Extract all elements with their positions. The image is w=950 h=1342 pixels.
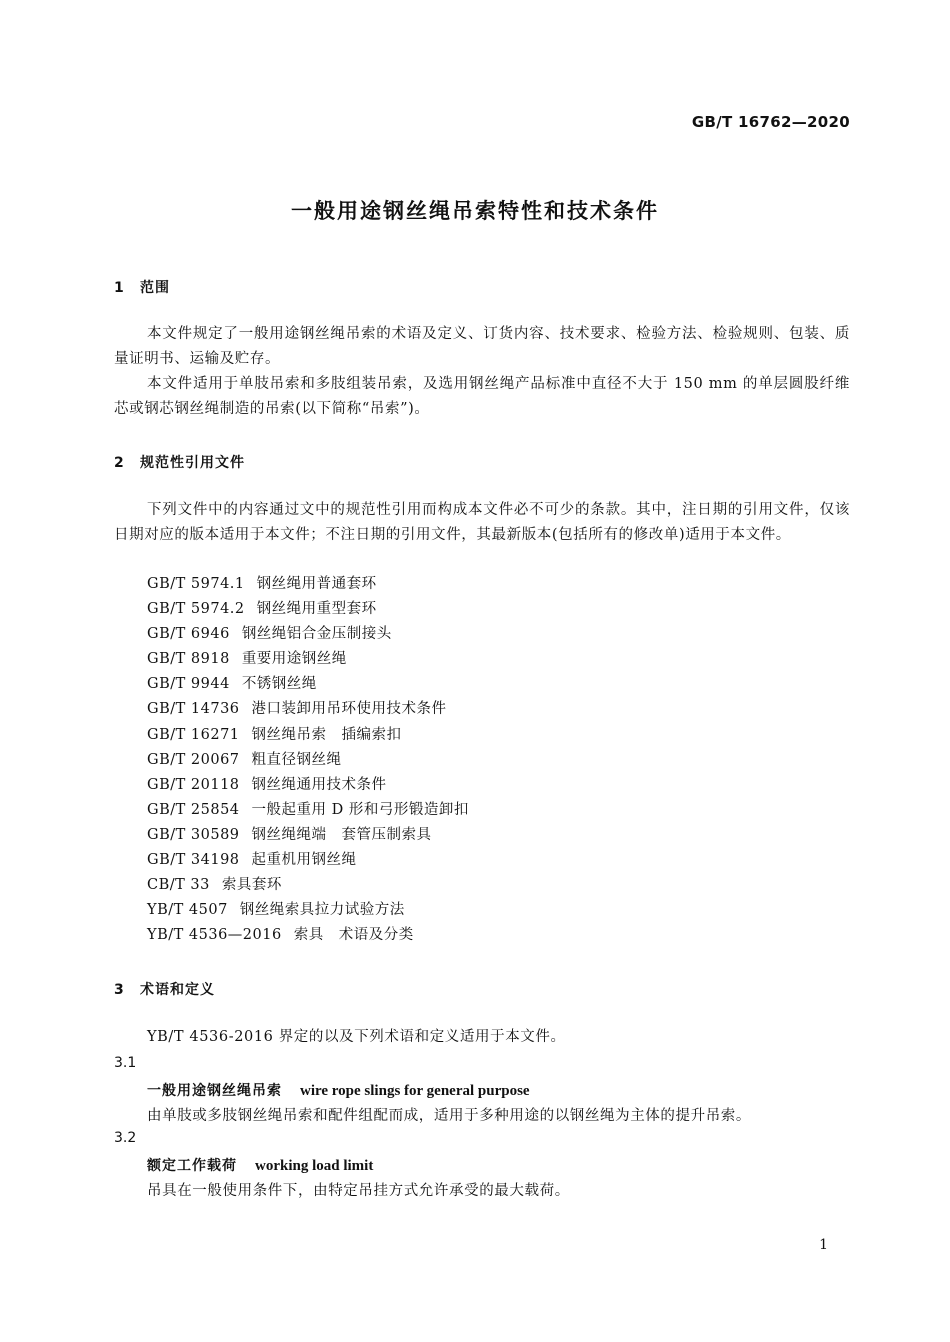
reference-code: GB/T 14736 (147, 701, 240, 718)
reference-code: GB/T 5974.1 (147, 576, 245, 592)
reference-title: 钢丝绳用重型套环 (256, 601, 377, 618)
reference-item (147, 697, 469, 722)
section-1-number: 1 (114, 280, 125, 296)
reference-code: YB/T 4536—2016 (147, 927, 282, 944)
reference-code: GB/T 34198 (147, 852, 240, 869)
reference-title: 钢丝绳绳端 套管压制索具 (251, 826, 432, 843)
reference-code: GB/T 8918 (147, 651, 230, 668)
reference-code: CB/T 33 (147, 877, 210, 894)
section-1-heading (114, 277, 170, 297)
reference-title: 钢丝绳用普通套环 (256, 576, 377, 592)
reference-item (147, 672, 469, 697)
reference-title: 港口装卸用吊环使用技术条件 (251, 701, 447, 718)
term-3-1 (147, 1080, 530, 1100)
reference-code: GB/T 5974.2 (147, 601, 245, 618)
reference-code: GB/T 20118 (147, 776, 240, 793)
reference-code: GB/T 9944 (147, 676, 230, 693)
reference-item (147, 773, 469, 798)
reference-item (147, 647, 469, 672)
reference-code: GB/T 6946 (147, 626, 230, 643)
section-3-number: 3 (114, 982, 125, 998)
section-1-title: 范围 (140, 280, 170, 296)
clause-number-3-1: 3.1 (114, 1055, 137, 1071)
section-3-intro: YB/T 4536-2016 界定的以及下列术语和定义适用于本文件。 (147, 1029, 566, 1045)
term-3-2-definition: 吊具在一般使用条件下，由特定吊挂方式允许承受的最大载荷。 (147, 1183, 570, 1199)
reference-code: GB/T 25854 (147, 801, 240, 818)
section-3-heading (114, 979, 215, 999)
reference-title: 钢丝绳铝合金压制接头 (241, 626, 392, 643)
reference-item (147, 748, 469, 773)
reference-code: GB/T 16271 (147, 726, 240, 743)
reference-item (147, 848, 469, 873)
section-2-intro: 下列文件中的内容通过文中的规范性引用而构成本文件必不可少的条款。其中，注日期的引用文件，仅该日期对应的版本适用于本文件；不注日期的引用文件，其最新版本(包括所有的修改单)适用于本文件。 (114, 502, 850, 543)
reference-title: 索具套环 (221, 877, 282, 894)
section-1-paragraph-2: 本文件适用于单肢吊索和多肢组装吊索，及选用钢丝绳产品标准中直径不大于 150 mm 的单层圆股纤维芯或钢芯钢丝绳制造的吊索(以下简称“吊索”)。 (114, 376, 850, 417)
reference-item (147, 873, 469, 898)
section-2-title: 规范性引用文件 (140, 455, 245, 471)
standard-code: GB/T 16762—2020 (691, 113, 850, 131)
term-chinese: 一般用途钢丝绳吊索 (147, 1083, 282, 1099)
term-3-1-definition: 由单肢或多肢钢丝绳吊索和配件组配而成，适用于多种用途的以钢丝绳为主体的提升吊索。 (147, 1108, 751, 1124)
document-title: 一般用途钢丝绳吊索特性和技术条件 (291, 199, 659, 223)
reference-title: 不锈钢丝绳 (241, 676, 317, 693)
reference-title: 钢丝绳通用技术条件 (251, 776, 387, 793)
reference-title: 粗直径钢丝绳 (251, 751, 342, 768)
reference-item (147, 823, 469, 848)
section-2-heading (114, 452, 245, 472)
reference-title: 一般起重用 D 形和弓形锻造卸扣 (251, 801, 469, 818)
reference-item (147, 597, 469, 622)
reference-title: 起重机用钢丝绳 (251, 852, 357, 869)
reference-item (147, 723, 469, 748)
reference-title: 钢丝绳索具拉力试验方法 (239, 902, 405, 919)
reference-code: YB/T 4507 (147, 902, 228, 919)
reference-item (147, 923, 469, 948)
reference-item (147, 798, 469, 823)
reference-code: GB/T 30589 (147, 826, 240, 843)
section-1-paragraph-1: 本文件规定了一般用途钢丝绳吊索的术语及定义、订货内容、技术要求、检验方法、检验规则、包装、质量证明书、运输及贮存。 (114, 326, 850, 367)
page-number: 1 (819, 1237, 828, 1253)
term-english: wire rope slings for general purpose (300, 1083, 530, 1099)
reference-item (147, 622, 469, 647)
term-3-2 (147, 1155, 373, 1175)
reference-title: 重要用途钢丝绳 (241, 651, 347, 668)
reference-title: 索具 术语及分类 (293, 927, 414, 944)
section-3-title: 术语和定义 (140, 982, 215, 998)
reference-item (147, 898, 469, 923)
reference-title: 钢丝绳吊索 插编索扣 (251, 726, 402, 743)
normative-reference-list (147, 572, 469, 948)
section-2-number: 2 (114, 455, 125, 471)
term-chinese: 额定工作载荷 (147, 1158, 237, 1174)
reference-item (147, 572, 469, 597)
clause-number-3-2: 3.2 (114, 1130, 137, 1146)
reference-code: GB/T 20067 (147, 751, 240, 768)
term-english: working load limit (255, 1158, 374, 1174)
